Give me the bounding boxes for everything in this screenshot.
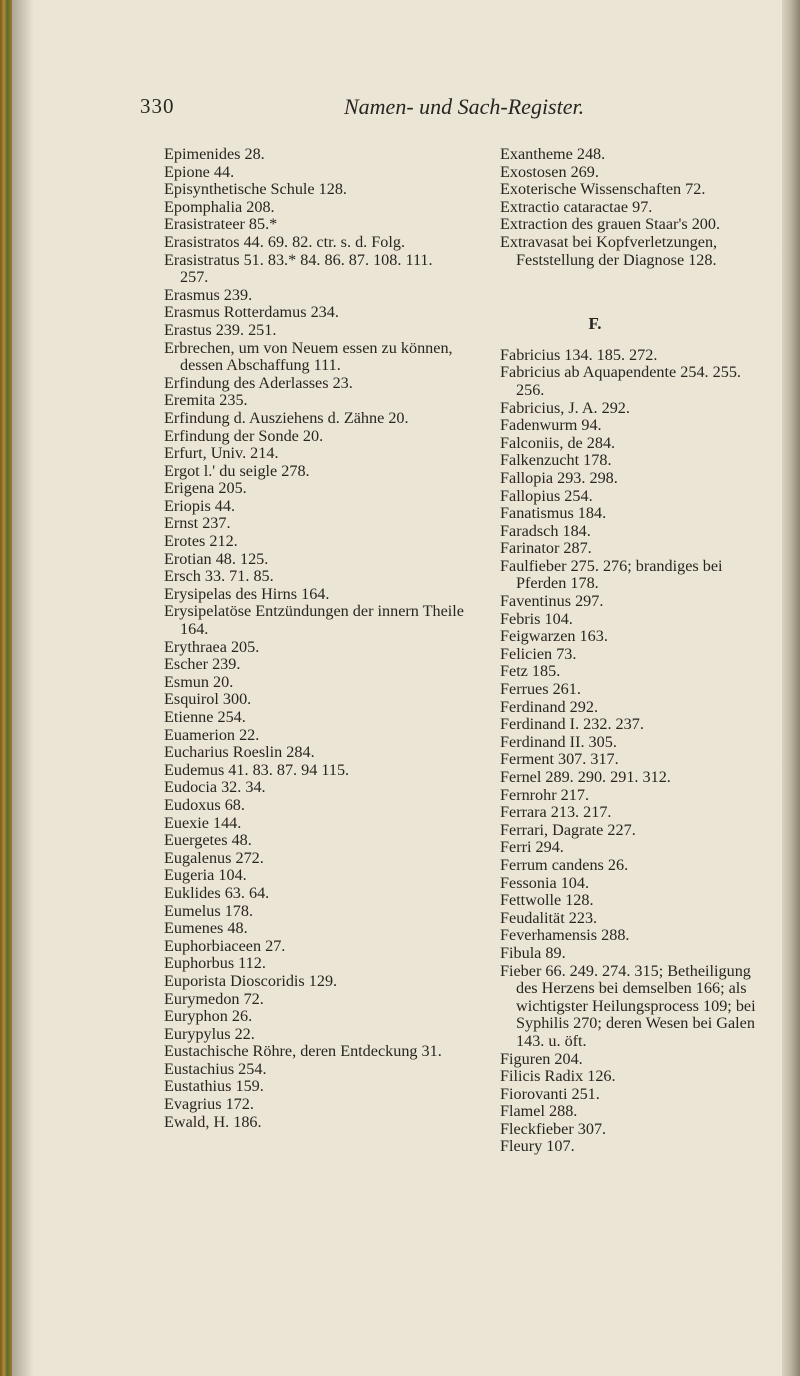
index-entry: Eriopis 44. xyxy=(164,496,236,515)
index-entry: Ferri 294. xyxy=(500,838,564,857)
index-entry: Fetz 185. xyxy=(500,662,561,681)
index-entry: Ferrues 261. xyxy=(500,680,581,699)
index-entry: Erotes 212. xyxy=(164,532,238,551)
index-entry: Eumenes 48. xyxy=(164,919,248,938)
index-entry: Extravasat bei Kopfverletzungen, Feststellung der Diagnose 128. xyxy=(500,232,718,269)
index-entries-f xyxy=(500,347,772,1156)
index-entry: Eustachius 254. xyxy=(164,1059,267,1078)
index-entry: Erasistrateer 85.* xyxy=(164,215,278,234)
index-entry: Ferdinand 292. xyxy=(500,697,599,716)
section-letter-f: F. xyxy=(588,314,602,334)
index-entry: Euryphon 26. xyxy=(164,1007,253,1026)
index-entry: Ferrum candens 26. xyxy=(500,855,629,874)
index-entry: Falkenzucht 178. xyxy=(500,451,612,470)
index-entry: Epione 44. xyxy=(164,162,235,181)
index-entry: Feverhamensis 288. xyxy=(500,926,630,945)
index-entry: Exantheme 248. xyxy=(500,145,606,163)
index-entry: Ferrara 213. 217. xyxy=(500,803,612,822)
index-entry: Exoterische Wissenschaften 72. xyxy=(500,180,706,199)
index-entry: Eucharius Roeslin 284. xyxy=(164,743,315,762)
index-entry: Fibula 89. xyxy=(500,943,566,962)
index-entry: Eremita 235. xyxy=(164,391,248,410)
index-entry: Felicien 73. xyxy=(500,644,577,663)
index-entry: Erysipelatöse Entzündungen der innern Theile 164. xyxy=(164,602,464,639)
index-entry: Ewald, H. 186. xyxy=(164,1112,262,1131)
index-entry: Erasistratus 51. 83.* 84. 86. 87. 108. 111. 257. xyxy=(164,250,433,287)
index-entry: Eurypylus 22. xyxy=(164,1024,255,1043)
index-entry: Extractio cataractae 97. xyxy=(500,197,653,216)
index-entry: Eugeria 104. xyxy=(164,866,247,885)
index-entry: Eudemus 41. 83. 87. 94 115. xyxy=(164,760,350,779)
page-right-edge xyxy=(782,0,800,1376)
index-entry: Euporista Dioscoridis 129. xyxy=(164,971,338,990)
index-entry: Febris 104. xyxy=(500,609,573,628)
index-entry: Erfindung d. Ausziehens d. Zähne 20. xyxy=(164,408,409,427)
index-entry: Faulfieber 275. 276; brandiges bei Pferden 178. xyxy=(500,556,723,593)
index-entry: Fettwolle 128. xyxy=(500,891,594,910)
page-number: 330 xyxy=(140,94,175,118)
index-entry: Ersch 33. 71. 85. xyxy=(164,567,274,586)
index-entry: Eurymedon 72. xyxy=(164,989,264,1008)
book-binding-edge xyxy=(0,0,12,1376)
index-entry: Euexie 144. xyxy=(164,813,242,832)
index-entry: Erasmus Rotterdamus 234. xyxy=(164,303,339,322)
index-entry: Filicis Radix 126. xyxy=(500,1067,616,1086)
index-entry: Fernrohr 217. xyxy=(500,785,590,804)
index-entries-e-continued xyxy=(500,146,772,269)
index-entry: Fleury 107. xyxy=(500,1137,575,1156)
index-entry: Erfindung der Sonde 20. xyxy=(164,426,324,445)
index-entry: Erfurt, Univ. 214. xyxy=(164,444,279,463)
index-column-left xyxy=(164,146,464,1131)
index-entry: Farinator 287. xyxy=(500,539,592,558)
index-entry: Fadenwurm 94. xyxy=(500,416,602,435)
index-entry: Eustathius 159. xyxy=(164,1077,264,1096)
index-entry: Fabricius ab Aquapendente 254. 255. 256. xyxy=(500,363,741,399)
index-entry: Fabricius, J. A. 292. xyxy=(500,398,630,417)
index-entry: Exostosen 269. xyxy=(500,162,599,181)
page-header xyxy=(0,94,800,124)
index-entry: Epomphalia 208. xyxy=(164,197,275,216)
index-entry: Fessonia 104. xyxy=(500,873,590,892)
index-entry: Extraction des grauen Staar's 200. xyxy=(500,215,721,234)
index-entry: Erbrechen, um von Neuem essen zu können, dessen Abschaffung 111. xyxy=(164,338,453,375)
index-entry: Ferdinand I. 232. 237. xyxy=(500,715,644,734)
index-entry: Eudoxus 68. xyxy=(164,795,245,814)
index-entry: Faventinus 297. xyxy=(500,592,604,611)
index-entry: Erythraea 205. xyxy=(164,637,260,656)
index-entry: Erasistratos 44. 69. 82. ctr. s. d. Folg. xyxy=(164,232,406,251)
index-entry: Faradsch 184. xyxy=(500,521,591,540)
index-entry: Figuren 204. xyxy=(500,1049,583,1068)
index-entry: Erasmus 239. xyxy=(164,285,253,304)
index-entry: Fieber 66. 249. 274. 315; Betheiligung des Herzens bei demselben 166; als wichtigster Heilungsprocess 109; bei Syphilis 270; deren Wesen bei Galen 143. u. öft. xyxy=(500,961,756,1050)
index-entry: Euphorbus 112. xyxy=(164,954,266,973)
index-entry: Erfindung des Aderlasses 23. xyxy=(164,373,353,392)
index-entry: Ferdinand II. 305. xyxy=(500,732,617,751)
index-entry: Ergot l.' du seigle 278. xyxy=(164,461,310,480)
index-entry: Eustachische Röhre, deren Entdeckung 31. xyxy=(164,1042,442,1061)
index-entry: Fanatismus 184. xyxy=(500,504,607,523)
index-entry: Falconiis, de 284. xyxy=(500,433,616,452)
index-entry: Ernst 237. xyxy=(164,514,231,533)
index-entry: Erotian 48. 125. xyxy=(164,549,269,568)
index-entry: Ferrari, Dagrate 227. xyxy=(500,820,636,839)
index-entry: Flamel 288. xyxy=(500,1102,578,1121)
index-entry: Erastus 239. 251. xyxy=(164,320,277,339)
page-title: Namen- und Sach-Register. xyxy=(344,94,585,119)
index-entry: Fallopia 293. 298. xyxy=(500,468,618,487)
index-entry: Fallopius 254. xyxy=(500,486,593,505)
index-entry: Fernel 289. 290. 291. 312. xyxy=(500,768,671,786)
index-entry: Escher 239. xyxy=(164,655,241,674)
gutter-shadow xyxy=(12,0,34,1376)
index-entry: Erysipelas des Hirns 164. xyxy=(164,584,330,603)
index-entry: Epimenides 28. xyxy=(164,145,265,163)
index-entry: Esmun 20. xyxy=(164,672,234,691)
index-entry: Euergetes 48. xyxy=(164,831,252,850)
index-entry: Esquirol 300. xyxy=(164,690,252,709)
index-entry: Fleckfieber 307. xyxy=(500,1119,607,1138)
index-entry: Eugalenus 272. xyxy=(164,848,264,867)
index-entry: Feudalität 223. xyxy=(500,908,598,927)
index-entry: Episynthetische Schule 128. xyxy=(164,180,347,199)
index-entry: Fiorovanti 251. xyxy=(500,1084,600,1103)
index-entry: Euamerion 22. xyxy=(164,725,260,744)
index-entry: Euphorbiaceen 27. xyxy=(164,936,286,955)
index-column-right xyxy=(500,146,772,1156)
index-entry: Fabricius 134. 185. 272. xyxy=(500,345,658,364)
index-entry: Euklides 63. 64. xyxy=(164,883,270,902)
index-entry: Etienne 254. xyxy=(164,708,246,726)
index-entry: Eumelus 178. xyxy=(164,901,254,920)
index-entry: Eudocia 32. 34. xyxy=(164,778,266,797)
index-entry: Erigena 205. xyxy=(164,479,247,498)
index-entry: Ferment 307. 317. xyxy=(500,750,619,769)
index-entry: Evagrius 172. xyxy=(164,1095,254,1114)
index-entry: Feigwarzen 163. xyxy=(500,627,608,646)
